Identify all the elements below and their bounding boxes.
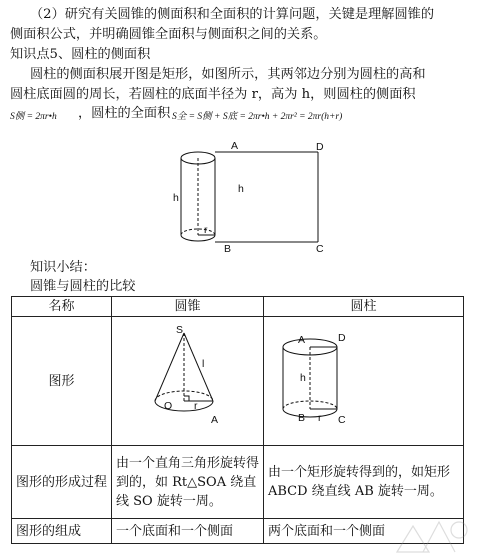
cylinder-composition: 两个底面和一个侧面	[264, 519, 464, 544]
cylinder-bottom-front	[283, 409, 337, 417]
cone-figure	[112, 317, 262, 439]
cylinder-formation: 由一个矩形旋转得到的，如矩形 ABCD 绕直线 AB 旋转一周。	[264, 446, 464, 519]
label-r: r	[194, 400, 198, 412]
cone-figure-cell	[112, 317, 264, 446]
cone-right-angle	[184, 396, 189, 401]
label-C: C	[316, 243, 324, 255]
row-label-composition: 图形的组成	[12, 519, 112, 544]
table-row	[12, 446, 464, 519]
cylinder-figure	[264, 317, 462, 439]
watermark-logo	[393, 516, 473, 556]
cylinder-unfold-figure	[170, 140, 340, 258]
paragraph-line: （2）研究有关圆锥的侧面积和全面积的计算问题，关键是理解圆锥的	[30, 7, 435, 22]
header-cylinder: 圆柱	[264, 297, 464, 317]
label-B: B	[224, 243, 232, 255]
label-A: A	[211, 414, 219, 426]
row-label-figure: 图形	[12, 317, 112, 446]
label-C: C	[338, 414, 346, 426]
header-cone: 圆锥	[112, 297, 264, 317]
label-D: D	[316, 141, 324, 153]
label-h-left: h	[173, 192, 179, 204]
summary-subtitle: 圆锥与圆柱的比较	[30, 279, 136, 294]
cylinder-bottom-front	[181, 235, 215, 241]
lateral-area-formula: S侧 = 2πr•h	[10, 112, 57, 122]
table-header-row	[12, 297, 464, 317]
cone-composition: 一个底面和一个侧面	[112, 519, 264, 544]
section-title: 知识点5、圆柱的侧面积	[10, 47, 151, 62]
paragraph-line: ，圆柱的全面积	[78, 106, 171, 121]
table-row	[12, 317, 464, 446]
label-h-right: h	[238, 183, 244, 195]
label-r: r	[204, 224, 208, 236]
label-S: S	[176, 324, 184, 336]
comparison-table	[11, 296, 464, 544]
label-A: A	[298, 334, 306, 346]
label-r: r	[318, 412, 322, 424]
label-O: O	[164, 400, 173, 412]
label-B: B	[298, 412, 306, 424]
row-label-formation: 图形的形成过程	[12, 446, 112, 519]
paragraph-line: 圆柱底面圆的周长，若圆柱的底面半径为 r，高为 h，则圆柱的侧面积	[10, 87, 416, 102]
label-l: l	[202, 358, 205, 370]
label-A: A	[231, 140, 239, 152]
label-D: D	[338, 332, 346, 344]
cone-formation: 由一个直角三角形旋转得到的，如 Rt△SOA 绕直线 SO 旋转一周。	[112, 446, 264, 519]
total-area-formula: S全 = S侧 + S底 = 2πr•h + 2πr² = 2πr(h+r)	[172, 112, 343, 122]
summary-title: 知识小结：	[30, 260, 96, 275]
label-h: h	[300, 372, 306, 384]
cylinder-figure-cell	[264, 317, 464, 446]
paragraph-line: 圆柱的侧面积展开图是矩形，如图所示，其两邻边分别为圆柱的高和	[30, 67, 426, 82]
header-name: 名称	[12, 297, 112, 317]
paragraph-line: 侧面积公式，并明确圆锥全面积与侧面积之间的关系。	[10, 27, 327, 42]
